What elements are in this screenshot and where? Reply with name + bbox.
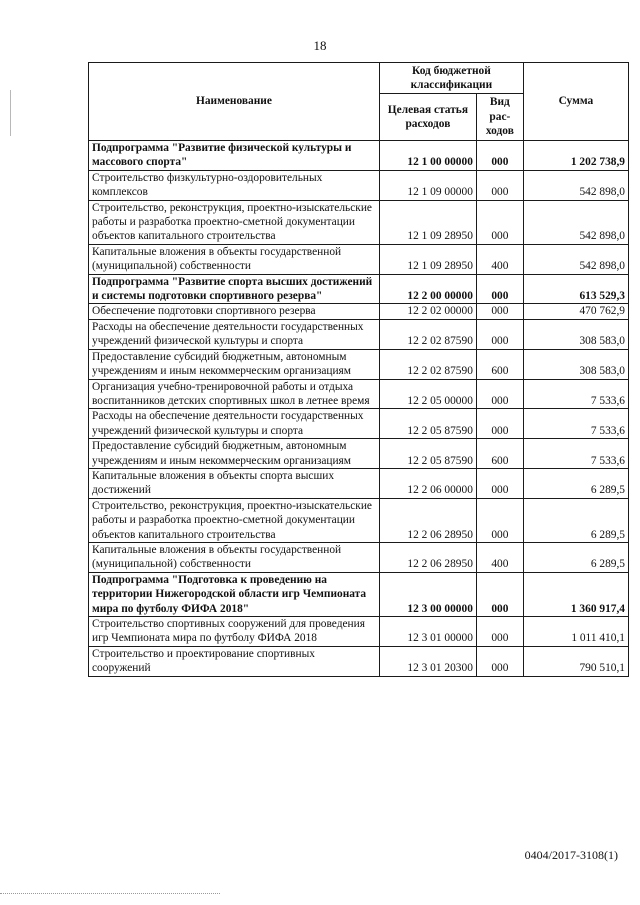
row-type: 000 <box>476 141 523 171</box>
row-sum: 7 533,6 <box>523 439 628 469</box>
row-code: 12 2 00 00000 <box>379 274 476 304</box>
subprogram-row <box>89 141 629 171</box>
row-sum: 308 583,0 <box>523 349 628 379</box>
row-code: 12 1 09 28950 <box>379 244 476 274</box>
scan-margin-mark <box>10 90 11 136</box>
table-row <box>89 304 629 319</box>
row-name: Подпрограмма "Развитие спорта высших достижений и системы подготовки спортивного резерва" <box>89 274 380 304</box>
row-code: 12 2 05 00000 <box>379 379 476 409</box>
row-type: 000 <box>476 304 523 319</box>
row-name: Подпрограмма "Развитие физической культуры и массового спорта" <box>89 141 380 171</box>
row-name: Расходы на обеспечение деятельности государственных учреждений физической культуры и спорта <box>89 319 380 349</box>
row-sum: 7 533,6 <box>523 409 628 439</box>
row-sum: 613 529,3 <box>523 274 628 304</box>
row-sum: 470 762,9 <box>523 304 628 319</box>
header-target: Целевая статья расходов <box>379 94 476 141</box>
row-sum: 542 898,0 <box>523 200 628 244</box>
row-type: 600 <box>476 439 523 469</box>
table-row <box>89 439 629 469</box>
row-type: 400 <box>476 244 523 274</box>
row-type: 000 <box>476 200 523 244</box>
row-type: 000 <box>476 498 523 542</box>
row-name: Расходы на обеспечение деятельности государственных учреждений физической культуры и спорта <box>89 409 380 439</box>
row-name: Организация учебно-тренировочной работы и отдыха воспитанников детских спортивных школ в летнее время <box>89 379 380 409</box>
row-code: 12 2 06 28950 <box>379 542 476 572</box>
row-code: 12 3 00 00000 <box>379 572 476 616</box>
scan-edge-dots <box>0 893 220 895</box>
table-row <box>89 617 629 647</box>
row-type: 000 <box>476 617 523 647</box>
row-type: 000 <box>476 572 523 616</box>
table-row <box>89 349 629 379</box>
row-type: 000 <box>476 409 523 439</box>
row-sum: 790 510,1 <box>523 646 628 676</box>
row-code: 12 2 06 00000 <box>379 468 476 498</box>
subprogram-row <box>89 572 629 616</box>
row-name: Строительство, реконструкция, проектно-изыскательские работы и разработка проектно-сметной документации объектов капитального строительства <box>89 498 380 542</box>
row-name: Строительство и проектирование спортивных сооружений <box>89 646 380 676</box>
row-code: 12 1 00 00000 <box>379 141 476 171</box>
header-name: Наименование <box>89 63 380 141</box>
row-name: Предоставление субсидий бюджетным, автономным учреждениям и иным некоммерческим организациям <box>89 439 380 469</box>
row-code: 12 1 09 00000 <box>379 170 476 200</box>
row-sum: 542 898,0 <box>523 170 628 200</box>
row-code: 12 3 01 00000 <box>379 617 476 647</box>
row-name: Капитальные вложения в объекты государственной (муниципальной) собственности <box>89 244 380 274</box>
row-name: Строительство, реконструкция, проектно-изыскательские работы и разработка проектно-сметной документации объектов капитального строительства <box>89 200 380 244</box>
table-row <box>89 319 629 349</box>
row-sum: 1 202 738,9 <box>523 141 628 171</box>
row-sum: 6 289,5 <box>523 542 628 572</box>
table-row <box>89 468 629 498</box>
row-code: 12 2 02 87590 <box>379 319 476 349</box>
row-code: 12 1 09 28950 <box>379 200 476 244</box>
row-sum: 308 583,0 <box>523 319 628 349</box>
row-type: 400 <box>476 542 523 572</box>
row-type: 000 <box>476 379 523 409</box>
row-type: 000 <box>476 274 523 304</box>
row-type: 000 <box>476 468 523 498</box>
table-row <box>89 542 629 572</box>
row-code: 12 2 02 87590 <box>379 349 476 379</box>
row-code: 12 2 05 87590 <box>379 439 476 469</box>
table-row <box>89 200 629 244</box>
row-type: 600 <box>476 349 523 379</box>
table-row <box>89 498 629 542</box>
table-row <box>89 170 629 200</box>
row-name: Предоставление субсидий бюджетным, автономным учреждениям и иным некоммерческим организациям <box>89 349 380 379</box>
budget-table <box>88 62 629 677</box>
header-type: Вид рас-ходов <box>476 94 523 141</box>
row-sum: 1 011 410,1 <box>523 617 628 647</box>
row-type: 000 <box>476 646 523 676</box>
row-name: Строительство физкультурно-оздоровительных комплексов <box>89 170 380 200</box>
row-sum: 6 289,5 <box>523 468 628 498</box>
row-sum: 7 533,6 <box>523 379 628 409</box>
row-name: Строительство спортивных сооружений для проведения игр Чемпионата мира по футболу ФИФА 2018 <box>89 617 380 647</box>
table-row <box>89 409 629 439</box>
table-row <box>89 244 629 274</box>
row-type: 000 <box>476 319 523 349</box>
row-type: 000 <box>476 170 523 200</box>
subprogram-row <box>89 274 629 304</box>
row-sum: 6 289,5 <box>523 498 628 542</box>
row-name: Капитальные вложения в объекты спорта высших достижений <box>89 468 380 498</box>
row-name: Обеспечение подготовки спортивного резерва <box>89 304 380 319</box>
table-row <box>89 379 629 409</box>
table-row <box>89 646 629 676</box>
row-name: Капитальные вложения в объекты государственной (муниципальной) собственности <box>89 542 380 572</box>
row-code: 12 2 05 87590 <box>379 409 476 439</box>
row-code: 12 2 06 28950 <box>379 498 476 542</box>
row-name: Подпрограмма "Подготовка к проведению на территории Нижегородской области игр Чемпионата мира по футболу ФИФА 2018" <box>89 572 380 616</box>
header-sum: Сумма <box>523 63 628 141</box>
row-sum: 1 360 917,4 <box>523 572 628 616</box>
row-code: 12 2 02 00000 <box>379 304 476 319</box>
row-sum: 542 898,0 <box>523 244 628 274</box>
table-header <box>89 63 629 141</box>
header-code-group: Код бюджетной классификации <box>379 63 523 94</box>
page-number: 18 <box>313 38 327 53</box>
row-code: 12 3 01 20300 <box>379 646 476 676</box>
document-number: 0404/2017-3108(1) <box>524 848 618 862</box>
table-body <box>89 141 629 677</box>
